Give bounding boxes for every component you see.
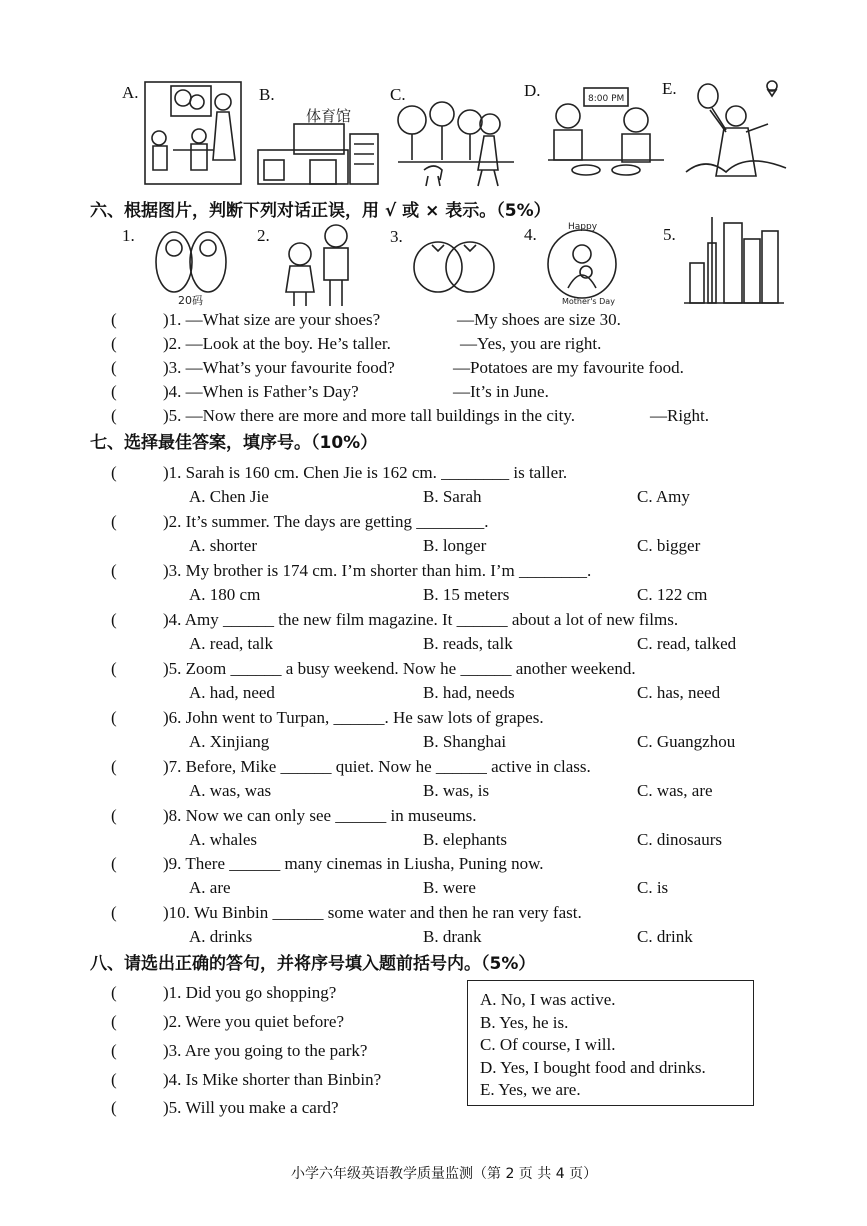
s6-a2: —Yes, you are right. <box>460 334 602 353</box>
s7-q2: )2. It’s summer. The days are getting ________. <box>163 512 489 531</box>
s7-opt-b9: B. were <box>423 878 476 897</box>
shoe-size-text: 20码 <box>178 294 203 307</box>
s7-q7: )7. Before, Mike ______ quiet. Now he ______ active in class. <box>163 757 591 776</box>
s7-paren-10: ( <box>111 903 117 922</box>
pic-label-a: A. <box>122 83 139 102</box>
s7-q8: )8. Now we can only see ______ in museums. <box>163 806 477 825</box>
s8-q4: )4. Is Mike shorter than Binbin? <box>163 1070 382 1089</box>
mothers-day-illustration <box>540 218 624 306</box>
pic-label-e: E. <box>662 79 677 98</box>
s8-q3: )3. Are you going to the park? <box>163 1041 368 1060</box>
s7-opt-b5: B. had, needs <box>423 683 515 702</box>
s7-opt-b7: B. was, is <box>423 781 490 800</box>
s6-pic-label-1: 1. <box>122 226 135 245</box>
s7-opt-a4: A. read, talk <box>189 634 274 653</box>
s7-paren-2: ( <box>111 512 117 531</box>
s7-opt-c4: C. read, talked <box>637 634 737 653</box>
gym-sign-text: 体育馆 <box>306 107 352 125</box>
s8-q1: )1. Did you go shopping? <box>163 983 337 1002</box>
s7-opt-a9: A. are <box>189 878 231 897</box>
s7-q6: )6. John went to Turpan, ______. He saw lots of grapes. <box>163 708 544 727</box>
dinner-illustration <box>546 84 666 188</box>
s7-opt-b6: B. Shanghai <box>423 732 507 751</box>
s7-opt-a8: A. whales <box>189 830 257 849</box>
s6-q1: )1. —What size are your shoes? <box>163 310 381 329</box>
s6-q5: )5. —Now there are more and more tall buildings in the city. <box>163 406 575 425</box>
s8-answer-d: D. Yes, I bought food and drinks. <box>480 1058 706 1077</box>
city-buildings-illustration <box>684 213 784 305</box>
s7-opt-c10: C. drink <box>637 927 693 946</box>
s7-opt-c1: C. Amy <box>637 487 690 506</box>
s8-answer-a: A. No, I was active. <box>480 990 616 1009</box>
s7-opt-c8: C. dinosaurs <box>637 830 722 849</box>
s7-paren-4: ( <box>111 610 117 629</box>
s6-a4: —It’s in June. <box>453 382 549 401</box>
tomatoes-illustration <box>410 237 496 295</box>
section7-heading: 七、选择最佳答案，填序号。（10%） <box>90 433 378 453</box>
s8-paren-4: ( <box>111 1070 117 1089</box>
s7-opt-a3: A. 180 cm <box>189 585 261 604</box>
s7-opt-c6: C. Guangzhou <box>637 732 736 751</box>
s7-opt-c9: C. is <box>637 878 669 897</box>
s6-pic-label-4: 4. <box>524 225 537 244</box>
s7-q10: )10. Wu Binbin ______ some water and then he ran very fast. <box>163 903 582 922</box>
s7-opt-c5: C. has, need <box>637 683 721 702</box>
s6-pic-label-3: 3. <box>390 227 403 246</box>
s7-opt-a5: A. had, need <box>189 683 275 702</box>
s8-paren-2: ( <box>111 1012 117 1031</box>
s7-opt-a6: A. Xinjiang <box>189 732 270 751</box>
pic-label-d: D. <box>524 81 541 100</box>
s8-paren-1: ( <box>111 983 117 1002</box>
s7-opt-c7: C. was, are <box>637 781 713 800</box>
s6-a1: —My shoes are size 30. <box>457 310 621 329</box>
s6-a5: —Right. <box>650 406 710 425</box>
classroom-illustration <box>143 80 243 186</box>
s8-answer-b: B. Yes, he is. <box>480 1013 569 1032</box>
s6-pic-label-5: 5. <box>663 225 676 244</box>
s7-q9: )9. There ______ many cinemas in Liusha, Puning now. <box>163 854 544 873</box>
s6-paren-5: ( <box>111 406 117 425</box>
clock-text: 8:00 PM <box>588 94 625 104</box>
badminton-illustration <box>686 76 786 186</box>
s7-opt-b2: B. longer <box>423 536 487 555</box>
s7-opt-c3: C. 122 cm <box>637 585 708 604</box>
s7-opt-b3: B. 15 meters <box>423 585 510 604</box>
s6-paren-4: ( <box>111 382 117 401</box>
s7-opt-c2: C. bigger <box>637 536 701 555</box>
s7-opt-b1: B. Sarah <box>423 487 482 506</box>
gym-illustration <box>254 104 384 188</box>
s8-q2: )2. Were you quiet before? <box>163 1012 344 1031</box>
s7-paren-9: ( <box>111 854 117 873</box>
s6-paren-2: ( <box>111 334 117 353</box>
s7-opt-a10: A. drinks <box>189 927 253 946</box>
s7-opt-a1: A. Chen Jie <box>189 487 269 506</box>
s7-paren-3: ( <box>111 561 117 580</box>
s8-answer-c: C. Of course, I will. <box>480 1035 616 1054</box>
girl-boy-illustration <box>282 222 358 308</box>
s7-paren-7: ( <box>111 757 117 776</box>
s7-q1: )1. Sarah is 160 cm. Chen Jie is 162 cm. ________ is taller. <box>163 463 568 482</box>
s8-paren-3: ( <box>111 1041 117 1060</box>
s7-opt-b4: B. reads, talk <box>423 634 513 653</box>
s7-q5: )5. Zoom ______ a busy weekend. Now he ______ another weekend. <box>163 659 636 678</box>
s7-opt-b8: B. elephants <box>423 830 508 849</box>
card-top-text: Happy <box>568 222 598 232</box>
s7-paren-8: ( <box>111 806 117 825</box>
s6-paren-3: ( <box>111 358 117 377</box>
s7-q4: )4. Amy ______ the new film magazine. It ______ about a lot of new films. <box>163 610 679 629</box>
s7-opt-a2: A. shorter <box>189 536 257 555</box>
section8-heading: 八、请选出正确的答句，并将序号填入题前括号内。（5%） <box>90 954 536 974</box>
s7-paren-1: ( <box>111 463 117 482</box>
section6-heading: 六、根据图片，判断下列对话正误，用 √ 或 × 表示。（5%） <box>90 201 551 221</box>
s6-q4: )4. —When is Father’s Day? <box>163 382 359 401</box>
card-bottom-text: Mother's Day <box>562 297 615 306</box>
shoes-illustration <box>150 226 232 306</box>
s8-paren-5: ( <box>111 1098 117 1117</box>
park-illustration <box>394 100 520 190</box>
page-footer: 小学六年级英语教学质量监测（第 2 页 共 4 页） <box>291 1166 598 1182</box>
s7-opt-a7: A. was, was <box>189 781 272 800</box>
s7-paren-5: ( <box>111 659 117 678</box>
s8-answer-e: E. Yes, we are. <box>480 1080 581 1099</box>
s6-q3: )3. —What’s your favourite food? <box>163 358 395 377</box>
s6-paren-1: ( <box>111 310 117 329</box>
s8-q5: )5. Will you make a card? <box>163 1098 339 1117</box>
s6-a3: —Potatoes are my favourite food. <box>453 358 684 377</box>
pic-label-c: C. <box>390 85 406 104</box>
pic-label-b: B. <box>259 85 275 104</box>
s7-q3: )3. My brother is 174 cm. I’m shorter than him. I’m ________. <box>163 561 592 580</box>
s7-opt-b10: B. drank <box>423 927 482 946</box>
s6-q2: )2. —Look at the boy. He’s taller. <box>163 334 391 353</box>
s6-pic-label-2: 2. <box>257 226 270 245</box>
s7-paren-6: ( <box>111 708 117 727</box>
